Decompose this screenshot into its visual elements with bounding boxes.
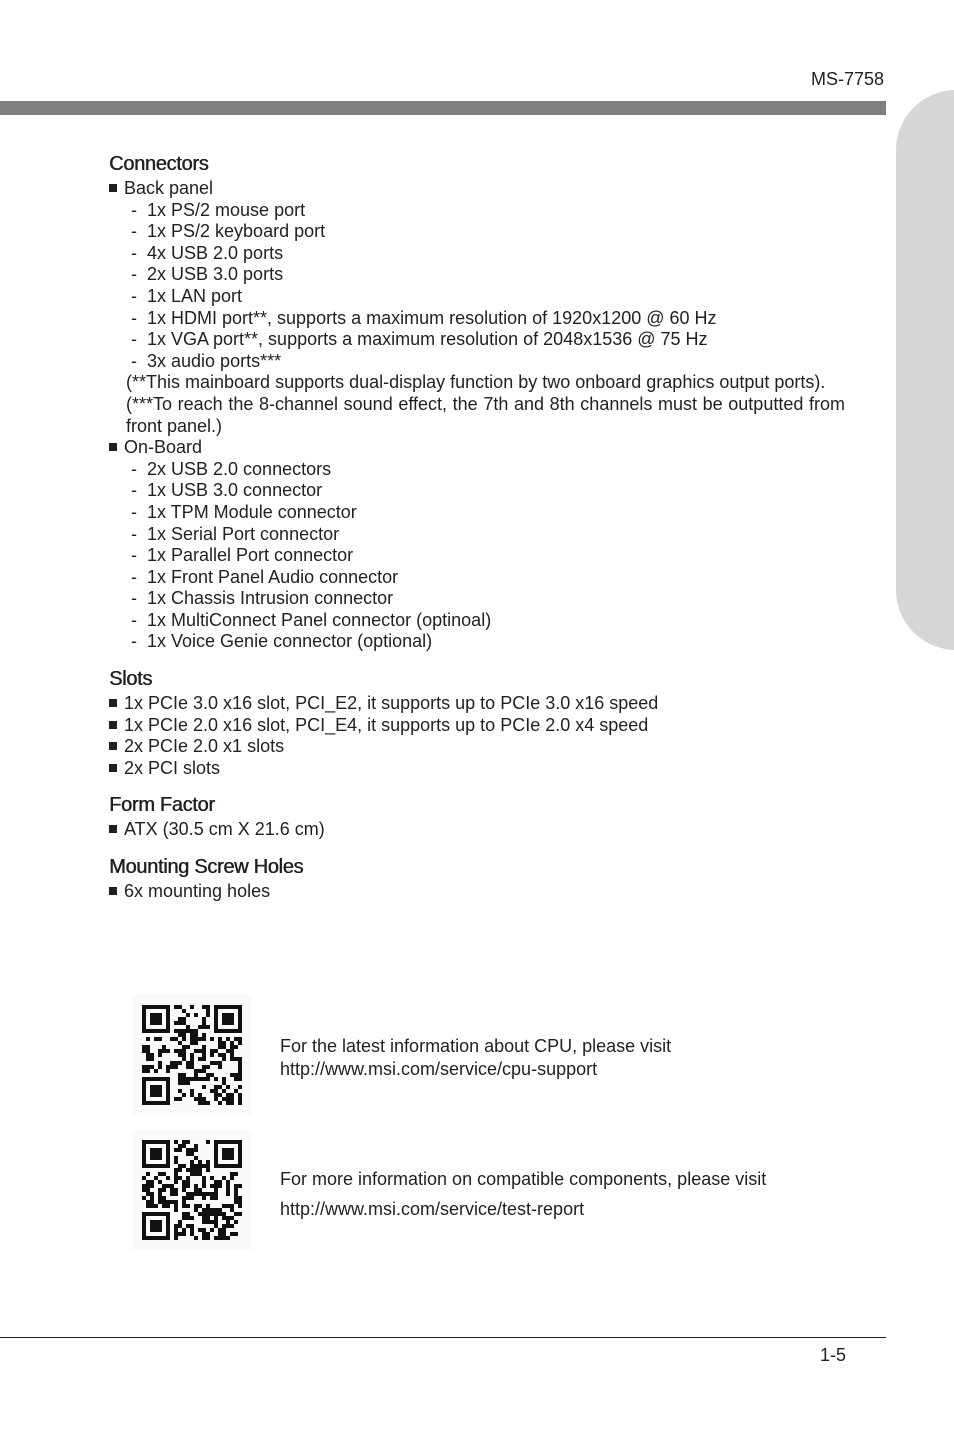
- list-item: ATX (30.5 cm X 21.6 cm): [109, 819, 845, 841]
- list-item: - 1x Chassis Intrusion connector: [131, 588, 394, 609]
- list-item: - 1x PS/2 mouse port: [131, 199, 306, 220]
- qr-code-cpu-support: [132, 995, 252, 1115]
- section-title-mounting: Mounting Screw Holes: [109, 856, 304, 879]
- list-item: - 1x LAN port: [131, 285, 243, 306]
- qr-code-test-report: [132, 1130, 252, 1250]
- list-item: On-Board: [109, 437, 845, 459]
- section-title-form-factor: Form Factor: [109, 794, 215, 817]
- bullet-icon: [109, 699, 117, 707]
- footer-rule: [0, 1337, 886, 1338]
- footnote-audio: (***To reach the 8-channel sound effect, the 7th and 8th channels must be outputted from front panel.): [126, 393, 845, 436]
- list-item: - 2x USB 3.0 ports: [131, 264, 284, 285]
- footnote-dual-display: (**This mainboard supports dual-display function by two onboard graphics output ports).: [126, 372, 826, 393]
- list-item: - 1x Parallel Port connector: [131, 545, 354, 566]
- section-title-slots: Slots: [109, 668, 152, 691]
- qr-description: For the latest information about CPU, please visit: [280, 1036, 672, 1056]
- list-item: - 1x HDMI port**, supports a maximum resolution of 1920x1200 @ 60 Hz: [131, 307, 717, 328]
- qr-description: For more information on compatible components, please visit: [280, 1169, 767, 1189]
- chapter-tab: [896, 90, 954, 650]
- list-item: 2x PCI slots: [109, 758, 845, 780]
- qr-info-components: [280, 1168, 766, 1221]
- header-bar: [0, 101, 886, 115]
- bullet-icon: [109, 825, 117, 833]
- list-item: - 4x USB 2.0 ports: [131, 242, 284, 263]
- qr-code-icon: [132, 995, 252, 1115]
- bullet-icon: [109, 887, 117, 895]
- bullet-icon: [109, 764, 117, 772]
- qr-info-cpu: [280, 1035, 671, 1081]
- list-item: 2x PCIe 2.0 x1 slots: [109, 736, 845, 758]
- list-item: - 2x USB 2.0 connectors: [131, 458, 332, 479]
- list-item: - 1x Front Panel Audio connector: [131, 566, 399, 587]
- model-number: MS-7758: [810, 69, 884, 89]
- bullet-icon: [109, 443, 117, 451]
- list-item: 1x PCIe 2.0 x16 slot, PCI_E4, it supports up to PCIe 2.0 x4 speed: [109, 715, 845, 737]
- spec-content: [109, 150, 845, 903]
- qr-url-link[interactable]: http://www.msi.com/service/cpu-support: [280, 1059, 598, 1079]
- qr-url-link[interactable]: http://www.msi.com/service/test-report: [280, 1199, 585, 1219]
- list-item: - 1x USB 3.0 connector: [131, 480, 323, 501]
- list-item: - 1x VGA port**, supports a maximum resolution of 2048x1536 @ 75 Hz: [131, 329, 708, 350]
- list-item: Back panel: [109, 178, 845, 200]
- list-item: - 1x Serial Port connector: [131, 523, 340, 544]
- bullet-icon: [109, 721, 117, 729]
- list-item: - 1x Voice Genie connector (optional): [131, 631, 433, 652]
- bullet-icon: [109, 184, 117, 192]
- list-item: - 1x PS/2 keyboard port: [131, 221, 326, 242]
- chapter-label: Chapter 1: [856, 297, 894, 447]
- page-number: 1-5: [819, 1345, 846, 1365]
- list-item: 6x mounting holes: [109, 881, 845, 903]
- qr-code-icon: [132, 1130, 252, 1250]
- list-item: - 1x TPM Module connector: [131, 501, 357, 522]
- list-item: - 3x audio ports***: [131, 350, 282, 371]
- bullet-icon: [109, 742, 117, 750]
- list-item: 1x PCIe 3.0 x16 slot, PCI_E2, it supports up to PCIe 3.0 x16 speed: [109, 693, 845, 715]
- list-item: - 1x MultiConnect Panel connector (optinoal): [131, 609, 492, 630]
- section-title-connectors: Connectors: [109, 153, 209, 175]
